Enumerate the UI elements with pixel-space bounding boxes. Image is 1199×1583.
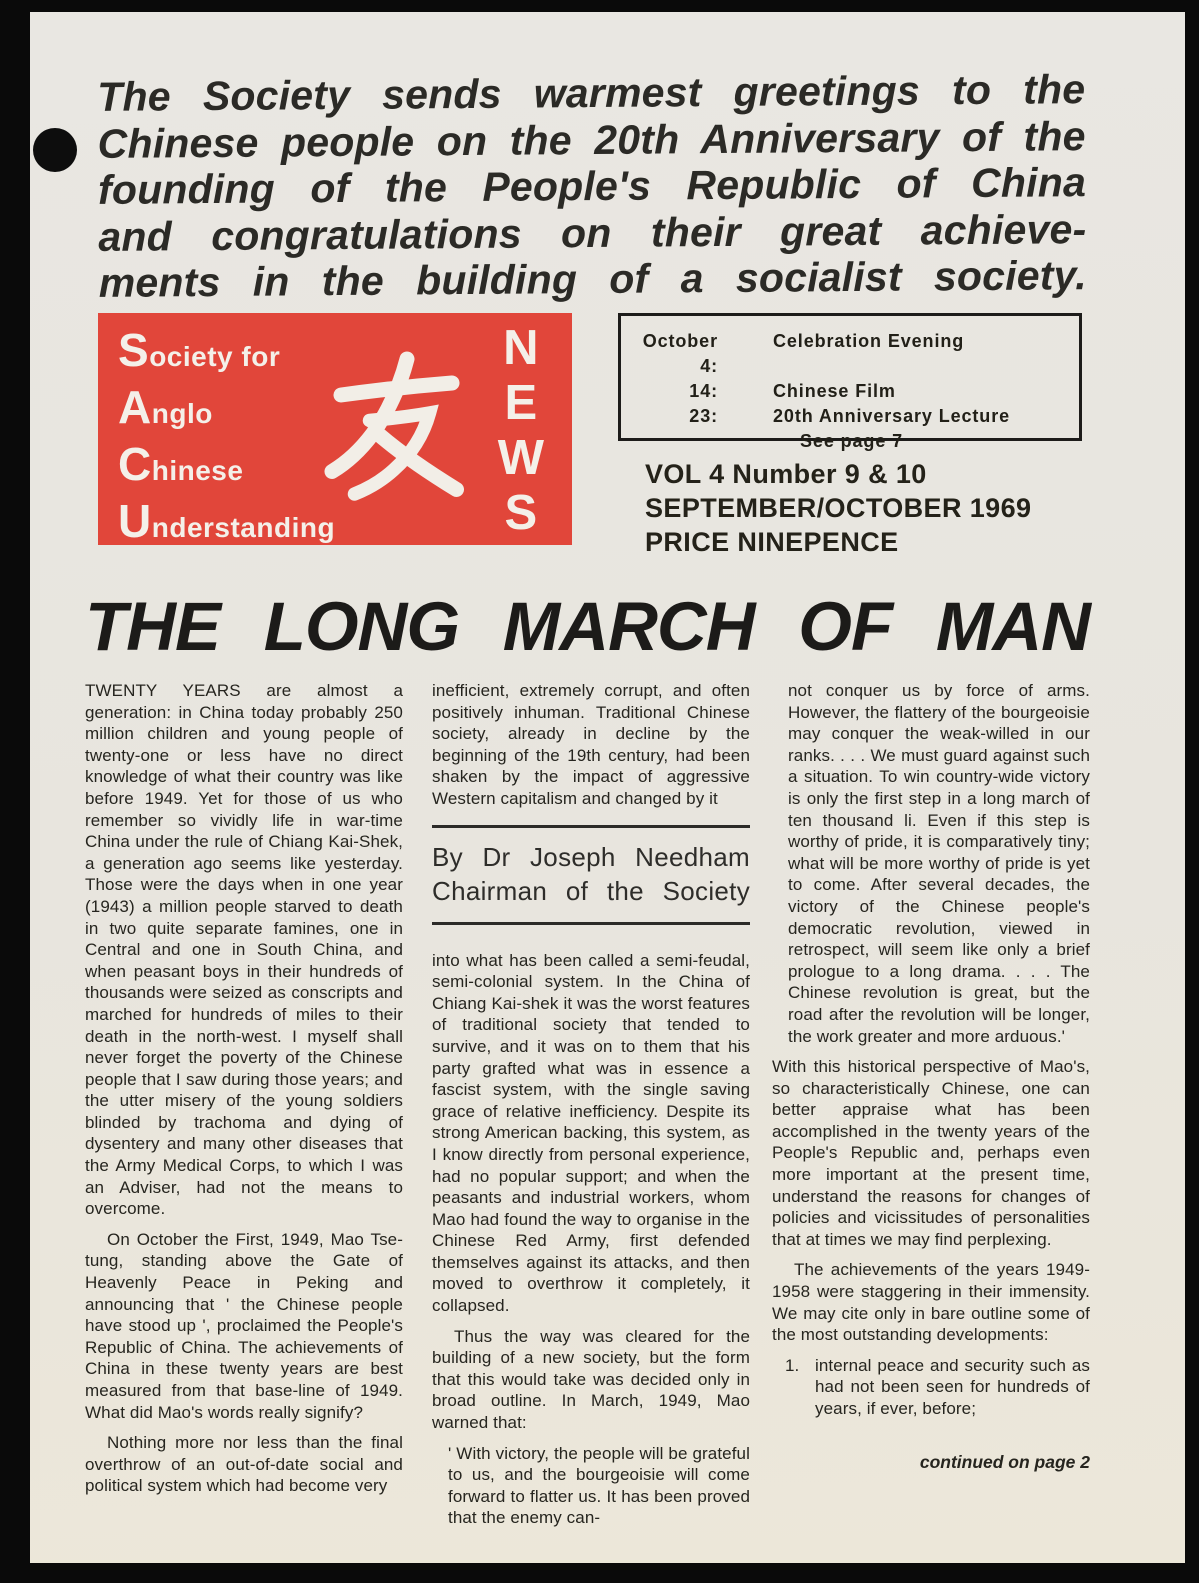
paragraph: Nothing more nor less than the final overthrow of an out-of-date social and political system which had become very (85, 1433, 403, 1496)
events-see-page-note: See page 7 (800, 431, 904, 451)
event-date: 14: (689, 381, 718, 401)
article-column-1 (85, 680, 403, 1506)
newsletter-page (30, 12, 1185, 1563)
sacu-org-line: Anglo (118, 381, 213, 433)
byline-box (432, 825, 750, 925)
friendship-character-icon (320, 341, 470, 509)
list-text: internal peace and security such as had not been seen for hundreds of years, if ever, before; (815, 1355, 1090, 1418)
issue-volume: VOL 4 Number 9 & 10 (645, 459, 927, 489)
event-label: 20th Anniversary Lecture (773, 406, 1011, 426)
masthead-greeting (97, 66, 1087, 306)
sacu-org-line: Chinese (118, 438, 244, 490)
paragraph: On October the First, 1949, Mao Tse-tung, standing above the Gate of Heavenly Peace in Peking and announcing that ' the Chinese people have stood up ', proclaimed the People's Republic of China. The achievements of China in these twenty years are best measured from that base-line of 1949. What did Mao's words really signify? (85, 1229, 403, 1422)
greeting-line: ments in the building of a socialist society. (98, 252, 1087, 306)
numbered-list-item (785, 1355, 1090, 1420)
news-vertical-title (498, 321, 544, 541)
greeting-line: Chinese people on the 20th Anniversary of the (97, 112, 1086, 167)
news-letter: S (504, 486, 538, 540)
news-letter: W (497, 431, 544, 485)
greeting-line: and congratulations on their great achieve- (98, 205, 1087, 260)
paragraph: inefficient, extremely corrupt, and often positively inhuman. Traditional Chinese society, already in decline by the beginning of the 19th century, had been shaken by the impact of aggressive Western capitalism and changed by it (432, 681, 750, 808)
event-row (633, 404, 1079, 429)
issue-price: PRICE NINEPENCE (645, 527, 899, 557)
paragraph: into what has been called a semi-feudal, semi-colonial system. In the China of Chiang Kai-shek it was the worst features of traditional society that tended to survive, and it was on to them that his party grafted what was in essence a fascist system, with the single saving grace of relative inefficiency. Despite its strong American backing, this system, as I know directly from personal experience, had no popular support; and when the peasants and industrial workers, whom Mao had found the way to organise in the Chinese Red Army, first defended themselves against its attacks, and then moved to overthrow it completely, it collapsed. (432, 950, 750, 1316)
quote-paragraph: ' With victory, the people will be grateful to us, and the bourgeoisie will come forward to flatter us. It has been proved that the enemy can- (448, 1443, 750, 1528)
issue-date: SEPTEMBER/OCTOBER 1969 (645, 493, 1032, 523)
events-box (618, 313, 1082, 451)
quote-paragraph: not conquer us by force of arms. However, the flattery of the bourgeoisie may conquer the weak-willed in our ranks. . . . We must guard against such a situation. To win country-wide victory is only the first step in a long march of ten thousand li. Even if this step is worthy of pride, it is comparatively tiny; what will be more worthy of pride is yet to come. After several decades, the victory of the Chinese people's democratic revolution, viewed in retrospect, will seem like only a brief prologue to a long drama. . . . The Chinese revolution is great, but the road after the revolution will be longer, the work greater and more arduous.' (788, 681, 1090, 1046)
paragraph: Thus the way was cleared for the building of a new society, but the form that this would take was decided only in broad outline. In March, 1949, Mao warned that: (432, 1326, 750, 1433)
sacu-org-line: Society for (118, 324, 281, 376)
list-number: 1. (785, 1355, 800, 1375)
event-row (633, 329, 1079, 379)
article-column-3 (772, 680, 1090, 1473)
event-date: 23: (689, 406, 718, 426)
punch-hole (33, 128, 77, 172)
greeting-line: The Society sends warmest greetings to the (97, 66, 1086, 120)
event-row (633, 379, 1079, 404)
paragraph: TWENTY YEARS are almost a generation: in China today probably 250 million children and young people of twenty-one or less have no direct knowledge of what their country was like before 1949. Yet for those of us who remember so vividly life in war-time China under the rule of Chiang Kai-Shek, a generation ago seems like yesterday. Those were the days when in one year (1943) a million people starved to death in two quite separate famines, one in Central and one in South China, and when peasant boys in their hundreds of thousands were seized as conscripts and marched for hundreds of miles to their death in the north-west. I myself shall never forget the poverty of the Chinese people that I saw during those years; and the utter misery of the young soldiers blinded by trachoma and dying of dysentery and many other diseases that the Army Medical Corps, to which I was an Adviser, had not the means to overcome. (85, 681, 403, 1219)
event-label: Chinese Film (773, 381, 896, 401)
event-date: October 4: (642, 331, 718, 376)
news-letter: N (503, 321, 539, 375)
article-headline: THE LONG MARCH OF MAN (85, 588, 1090, 665)
paragraph: The achievements of the years 1949-1958 were staggering in their immensity. We may cite only in bare outline some of the most outstanding developments: (772, 1260, 1090, 1345)
article-column-2 (432, 680, 750, 1538)
paragraph: With this historical perspective of Mao's, so characteristically Chinese, one can better appraise what has been accomplished in the twenty years of the People's Republic and, perhaps even more important at the present time, understand the reasons for changes of policies and vicissitudes of personalities that at times we may find perplexing. (772, 1057, 1090, 1249)
event-label: Celebration Evening (773, 331, 965, 351)
greeting-line: founding of the People's Republic of China (97, 159, 1087, 213)
byline-role: Chairman of the Society (432, 875, 750, 906)
byline-author: By Dr Joseph Needham (432, 841, 750, 872)
sacu-org-name (118, 325, 335, 553)
sacu-logo (98, 313, 572, 545)
issue-info (645, 457, 1031, 559)
sacu-org-line: Understanding (118, 495, 336, 547)
news-letter: E (504, 376, 538, 430)
continued-notice: continued on page 2 (919, 1451, 1090, 1472)
